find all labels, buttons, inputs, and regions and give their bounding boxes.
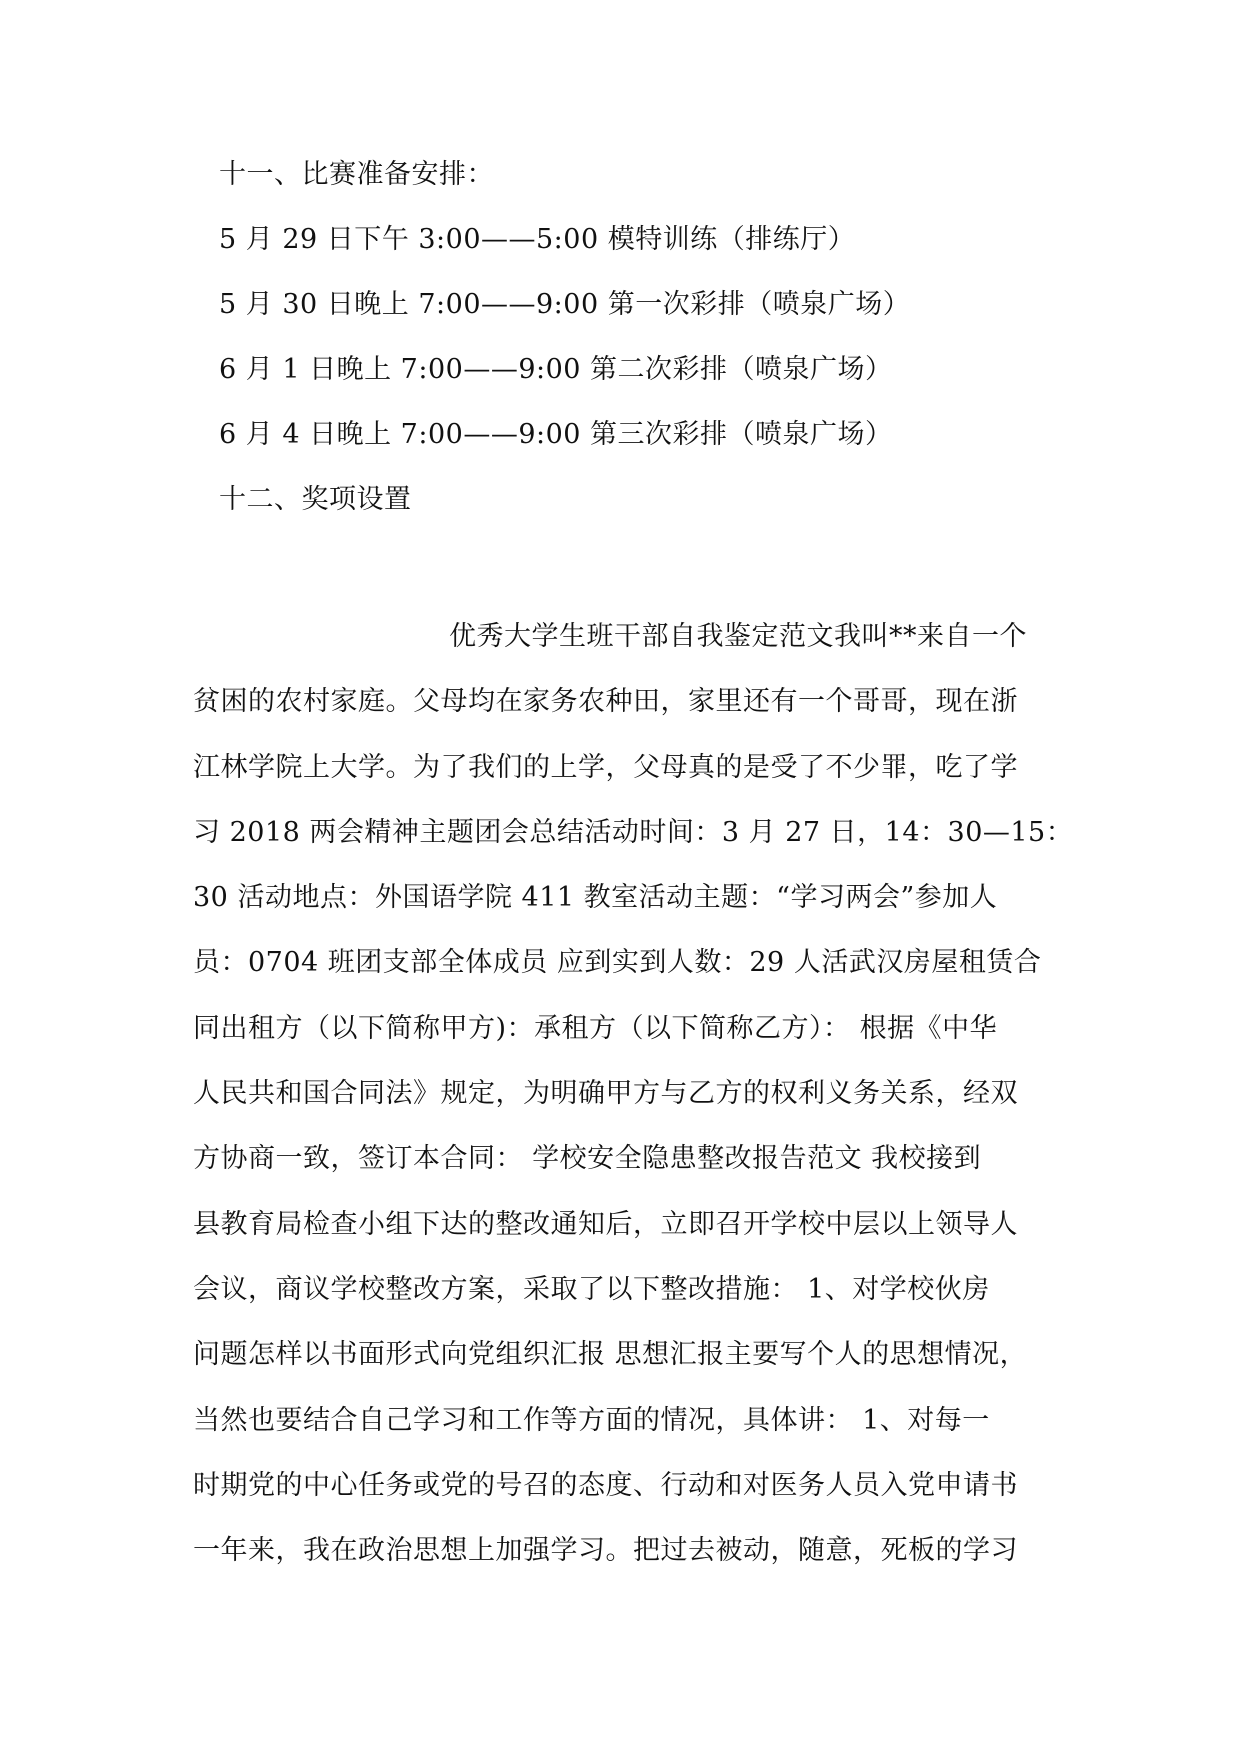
body-line: 方协商一致，签订本合同： 学校安全隐患整改报告范文 我校接到 [193, 1143, 982, 1175]
body-line: 贫困的农村家庭。父母均在家务农种田，家里还有一个哥哥，现在浙 [193, 686, 1018, 718]
body-line: 江林学院上大学。为了我们的上学，父母真的是受了不少罪，吃了学 [193, 751, 1018, 783]
body-line: 一年来，我在政治思想上加强学习。把过去被动，随意，死板的学习 [193, 1535, 1018, 1567]
body-line: 同出租方（以下简称甲方)：承租方（以下简称乙方）： 根据《中华 [193, 1012, 998, 1044]
body-line: 员：0704 班团支部全体成员 应到实到人数：29 人活武汉房屋租赁合 [193, 947, 1042, 979]
body-line: 30 活动地点：外国语学院 411 教室活动主题：“学习两会”参加人 [193, 882, 998, 914]
schedule-item: 5 月 30 日晚上 7:00——9:00 第一次彩排（喷泉广场） [219, 289, 911, 320]
schedule-heading: 十一、比赛准备安排： [219, 159, 494, 190]
body-line: 习 2018 两会精神主题团会总结活动时间：3 月 27 日，14：30—15： [193, 816, 1074, 848]
body-line: 人民共和国合同法》规定，为明确甲方与乙方的权利义务关系，经双 [193, 1078, 1018, 1110]
body-line: 当然也要结合自己学习和工作等方面的情况，具体讲： 1、对每一 [193, 1404, 990, 1436]
schedule-item: 5 月 29 日下午 3:00——5:00 模特训练（排练厅） [219, 224, 856, 255]
body-line: 县教育局检查小组下达的整改通知后，立即召开学校中层以上领导人 [193, 1208, 1018, 1240]
schedule-section [219, 158, 1119, 548]
body-text [193, 620, 1074, 1599]
schedule-item: 6 月 4 日晚上 7:00——9:00 第三次彩排（喷泉广场） [219, 419, 893, 450]
body-line: 时期党的中心任务或党的号召的态度、行动和对医务人员入党申请书 [193, 1469, 1018, 1501]
body-line: 会议，商议学校整改方案，采取了以下整改措施： 1、对学校伙房 [193, 1273, 990, 1305]
body-line: 问题怎样以书面形式向党组织汇报 思想汇报主要写个人的思想情况， [193, 1339, 1028, 1371]
schedule-item: 6 月 1 日晚上 7:00——9:00 第二次彩排（喷泉广场） [219, 354, 893, 385]
awards-heading: 十二、奖项设置 [219, 484, 412, 515]
body-line: 优秀大学生班干部自我鉴定范文我叫**来自一个 [449, 621, 1027, 652]
